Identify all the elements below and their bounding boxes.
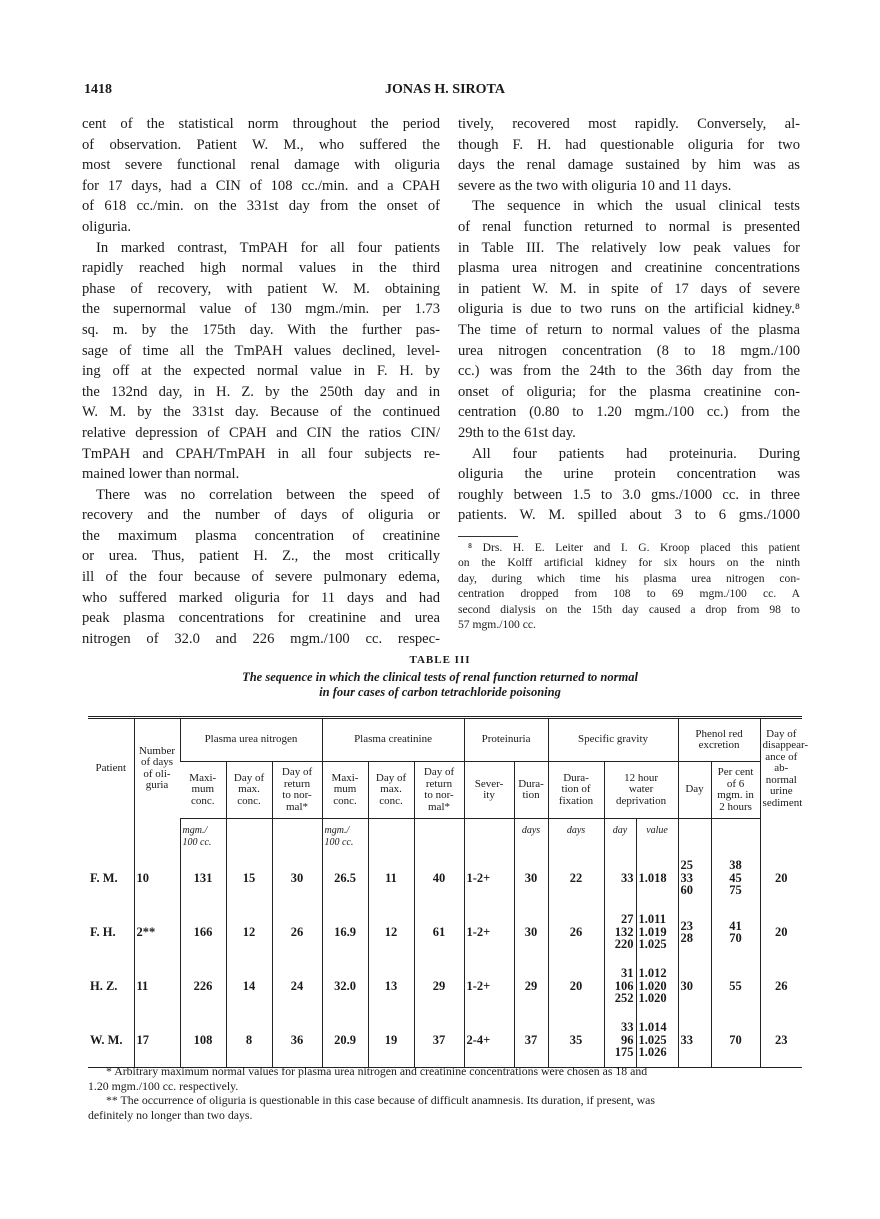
header-creat-day-max: Day of max. conc. — [368, 762, 414, 819]
cell-dur: 37 — [514, 1013, 548, 1068]
cell-cr-max: 16.9 — [322, 905, 368, 959]
header-specific-gravity: Specific gravity — [548, 718, 678, 762]
cell-sg-day: 33 — [604, 851, 636, 905]
cell-fix: 20 — [548, 959, 604, 1013]
text-line: oliguria. — [82, 218, 132, 235]
header-sediment: Day of disappear- ance of ab- normal urine sediment — [760, 718, 802, 819]
header-duration-fixation: Dura- tion of fixation — [548, 762, 604, 819]
header-duration: Dura- tion — [514, 762, 548, 819]
header-phenol-day: Day — [678, 762, 711, 819]
unit-fix-days: days — [548, 819, 604, 852]
text-line: recovery and the number of days of oliguria or — [82, 507, 440, 524]
table-caption-line-1: The sequence in which the clinical tests of renal function returned to normal — [242, 670, 638, 684]
footnote-divider — [458, 536, 518, 537]
cell-urea-ret: 24 — [272, 959, 322, 1013]
cell-dur: 30 — [514, 905, 548, 959]
text-line: in patient W. M. in spite of 17 days of severe — [458, 280, 800, 297]
cell-sed: 26 — [760, 959, 802, 1013]
footnote-double-star-cont: definitely no longer than two days. — [88, 1107, 253, 1122]
cell-urea-max: 131 — [180, 851, 226, 905]
cell-urea-day: 14 — [226, 959, 272, 1013]
header-creat-max: Maxi- mum conc. — [322, 762, 368, 819]
cell-urea-ret: 30 — [272, 851, 322, 905]
cell-sed: 23 — [760, 1013, 802, 1068]
text-line: the 132nd day, in H. Z. by the 250th day and in — [82, 383, 440, 400]
cell-ph-pct: 38 45 75 — [711, 851, 760, 905]
text-line: on the Kolff artificial kidney for six hours on the ninth — [458, 556, 800, 570]
text-line: of 618 cc./min. on the 331st day from the onset of — [82, 198, 440, 215]
text-line: In marked contrast, TmPAH for all four patients — [96, 239, 440, 256]
cell-sg-val: 1.018 — [636, 851, 678, 905]
cell-cr-day: 12 — [368, 905, 414, 959]
table-row — [88, 905, 802, 959]
text-line: tively, recovered most rapidly. Conversely, al- — [458, 116, 800, 132]
cell-ph-pct: 55 — [711, 959, 760, 1013]
cell-ph-day: 25 33 60 — [678, 851, 711, 905]
table-label: TABLE III — [409, 654, 471, 666]
cell-cr-max: 32.0 — [322, 959, 368, 1013]
cell-cr-day: 11 — [368, 851, 414, 905]
text-line: roughly between 1.5 to 3.0 gms./1000 cc. in three — [458, 486, 800, 503]
header-phenol-percent: Per cent of 6 mgm. in 2 hours — [711, 762, 760, 819]
table-row — [88, 959, 802, 1013]
text-line: second dialysis on the 15th day caused a drop from 98 to — [458, 602, 800, 616]
header-days-oliguria: Number of days of oli- guria — [134, 718, 180, 819]
text-line: sq. m. by the 175th day. With the further pas- — [82, 321, 440, 338]
cell-dur: 29 — [514, 959, 548, 1013]
text-line: urea nitrogen concentration (8 to 18 mgm./100 — [458, 342, 800, 359]
cell-patient: W. M. — [90, 1032, 123, 1047]
text-line: for 17 days, had a CIN of 108 cc./min. and a CPAH — [82, 177, 440, 194]
footnote-double-star: ** The occurrence of oliguria is questionable in this case because of difficult anamnesis. Its duration, if present, was — [106, 1093, 655, 1107]
cell-urea-ret: 26 — [272, 905, 322, 959]
footnote-star: * Arbitrary maximum normal values for plasma urea nitrogen and creatinine concentrations were chosen as 18 and — [106, 1064, 648, 1078]
cell-ph-pct: 41 70 — [711, 905, 760, 959]
header-patient: Patient — [95, 762, 127, 774]
text-line: ⁸ Drs. H. E. Leiter and I. G. Kroop placed this patient — [468, 541, 800, 554]
text-line: the supernormal value of 130 mgm./min. per 1.73 — [82, 301, 440, 318]
cell-cr-ret: 29 — [414, 959, 464, 1013]
cell-ph-pct: 70 — [711, 1013, 760, 1068]
header-urea-return: Day of return to nor- mal* — [272, 762, 322, 819]
text-line: though F. H. had questionable oliguria for two — [458, 136, 800, 153]
cell-sed: 20 — [760, 851, 802, 905]
cell-sg-day: 31 106 252 — [604, 959, 636, 1013]
header-plasma-urea-nitrogen: Plasma urea nitrogen — [180, 718, 322, 762]
cell-urea-day: 15 — [226, 851, 272, 905]
cell-urea-max: 166 — [180, 905, 226, 959]
text-line: in Table III. The relatively low peak values for — [458, 239, 800, 256]
cell-fix: 35 — [548, 1013, 604, 1068]
cell-cr-day: 13 — [368, 959, 414, 1013]
text-line: cent of the statistical norm throughout the period — [82, 116, 440, 132]
cell-urea-max: 108 — [180, 1013, 226, 1068]
text-line: cc.) was from the 24th to the 36th day from the — [458, 363, 800, 380]
cell-sg-day: 33 96 175 — [604, 1013, 636, 1068]
cell-patient: H. Z. — [90, 978, 118, 993]
text-line: rapidly reached high normal values in the third — [82, 260, 440, 277]
text-line: who suffered marked oliguria for 11 days and had — [82, 589, 440, 606]
cell-oliguria: 10 — [134, 851, 180, 905]
cell-ph-day: 23 28 — [678, 905, 711, 959]
cell-cr-ret: 40 — [414, 851, 464, 905]
table-row — [88, 851, 802, 905]
cell-urea-day: 8 — [226, 1013, 272, 1068]
text-line: centration (0.80 to 1.20 mgm./100 cc.) from the — [458, 404, 800, 421]
text-line: day, during which time his plasma urea nitrogen con- — [458, 571, 800, 585]
cell-urea-ret: 36 — [272, 1013, 322, 1068]
text-line: 29th to the 61st day. — [458, 424, 576, 441]
text-line: ill of the four because of severe pulmonary edema, — [82, 569, 440, 586]
table-row — [88, 1013, 802, 1068]
cell-sev: 1-2+ — [464, 851, 514, 905]
text-line: onset of oliguria; for the plasma creatinine con- — [458, 383, 800, 400]
table-caption — [0, 670, 880, 700]
cell-patient: F. M. — [90, 870, 118, 885]
cell-urea-max: 226 — [180, 959, 226, 1013]
table-caption-line-2: in four cases of carbon tetrachloride poisoning — [319, 685, 561, 699]
cell-ph-day: 33 — [678, 1013, 711, 1068]
footnote-8 — [458, 540, 800, 632]
text-line: W. M. by the 331st day. Because of the continued — [82, 404, 440, 421]
text-line: peak plasma concentrations for creatinine and urea — [82, 610, 440, 627]
header-plasma-creatinine: Plasma creatinine — [322, 718, 464, 762]
cell-ph-day: 30 — [678, 959, 711, 1013]
cell-urea-day: 12 — [226, 905, 272, 959]
cell-oliguria: 17 — [134, 1013, 180, 1068]
text-line: relative depression of CPAH and CIN the ratios CIN/ — [82, 424, 440, 441]
header-urea-day-max: Day of max. conc. — [226, 762, 272, 819]
text-line: or urea. Thus, patient H. Z., the most critically — [82, 548, 440, 565]
cell-sg-day: 27 132 220 — [604, 905, 636, 959]
text-line: sage of time all the TmPAH values declined, level- — [82, 342, 440, 359]
unit-urea: mgm./ 100 cc. — [180, 819, 226, 852]
unit-creat: mgm./ 100 cc. — [322, 819, 368, 852]
cell-sg-val: 1.014 1.025 1.026 — [636, 1013, 678, 1068]
cell-sev: 1-2+ — [464, 959, 514, 1013]
header-urea-max: Maxi- mum conc. — [180, 762, 226, 819]
text-line: The sequence in which the usual clinical tests — [472, 198, 800, 215]
page-number: 1418 — [84, 82, 112, 97]
right-column — [458, 114, 800, 526]
text-line: of observation. Patient W. M., who suffered the — [82, 136, 440, 153]
text-line: of renal function returned to normal is presented — [458, 218, 800, 235]
text-line: the maximum plasma concentration of creatinine — [82, 527, 440, 544]
cell-cr-day: 19 — [368, 1013, 414, 1068]
text-line: 57 mgm./100 cc. — [458, 618, 536, 632]
cell-sev: 1-2+ — [464, 905, 514, 959]
unit-day: day — [604, 819, 636, 852]
text-line: oliguria is due to two runs on the artificial kidney.⁸ — [458, 301, 800, 318]
unit-prot-days: days — [514, 819, 548, 852]
cell-fix: 26 — [548, 905, 604, 959]
text-line: centration dropped from 108 to 69 mgm./100 cc. A — [458, 587, 800, 601]
text-line: days the renal damage sustained by him was as — [458, 157, 800, 174]
cell-oliguria: 2** — [134, 905, 180, 959]
cell-sg-val: 1.011 1.019 1.025 — [636, 905, 678, 959]
header-phenol-red: Phenol red excretion — [678, 718, 760, 762]
table-footnotes — [88, 1064, 802, 1122]
running-header-author: JONAS H. SIROTA — [385, 82, 505, 97]
text-line: severe as the two with oliguria 10 and 11 days. — [458, 177, 732, 194]
cell-oliguria: 11 — [134, 959, 180, 1013]
left-column — [82, 114, 440, 649]
text-line: oliguria the urine protein concentration was — [458, 466, 800, 483]
table-iii — [88, 716, 809, 1068]
text-line: phase of recovery, with patient W. M. obtaining — [82, 280, 440, 297]
text-line: There was no correlation between the speed of — [96, 486, 440, 503]
text-line: TmPAH and CPAH/TmPAH in all four subjects re- — [82, 445, 440, 462]
cell-fix: 22 — [548, 851, 604, 905]
header-proteinuria: Proteinuria — [464, 718, 548, 762]
cell-dur: 30 — [514, 851, 548, 905]
unit-value: value — [636, 819, 678, 852]
cell-patient: F. H. — [90, 924, 116, 939]
text-line: nitrogen of 32.0 and 226 mgm./100 cc. respec- — [82, 630, 440, 647]
cell-sev: 2-4+ — [464, 1013, 514, 1068]
text-line: plasma urea nitrogen and creatinine concentrations — [458, 260, 800, 277]
text-line: The time of return to normal values of the plasma — [458, 321, 800, 338]
text-line: mained lower than normal. — [82, 466, 240, 483]
header-creat-return: Day of return to nor- mal* — [414, 762, 464, 819]
cell-sed: 20 — [760, 905, 802, 959]
text-line: patients. W. M. spilled about 3 to 6 gms./1000 — [458, 507, 800, 524]
cell-sg-val: 1.012 1.020 1.020 — [636, 959, 678, 1013]
footnote-star-cont: 1.20 mgm./100 cc. respectively. — [88, 1078, 239, 1093]
cell-cr-ret: 37 — [414, 1013, 464, 1068]
text-line: most severe functional renal damage with oliguria — [82, 157, 440, 174]
text-line: ing off at the expected normal value in F. H. by — [82, 363, 440, 380]
text-line: All four patients had proteinuria. During — [472, 445, 800, 462]
header-water-deprivation: 12 hour water deprivation — [604, 762, 678, 819]
header-severity: Sever- ity — [464, 762, 514, 819]
cell-cr-max: 26.5 — [322, 851, 368, 905]
cell-cr-max: 20.9 — [322, 1013, 368, 1068]
cell-cr-ret: 61 — [414, 905, 464, 959]
